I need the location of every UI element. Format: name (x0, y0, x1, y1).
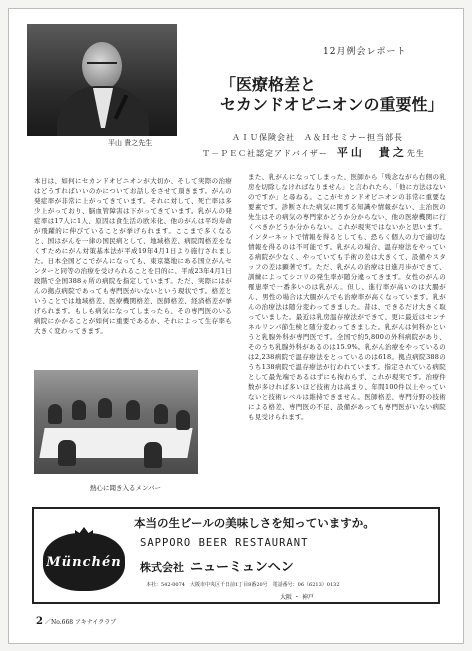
speaker-honorific: 先生 (406, 149, 425, 158)
speaker-title: Ｔ－ＰＥＣ社認定アドバイザー (202, 149, 337, 158)
crown-icon (75, 527, 93, 537)
footer-text: ／No.668 アキナイクラブ (44, 619, 117, 626)
ad-cities: 大阪 ・ 神戸 (280, 594, 314, 601)
page-number: 2 (36, 616, 43, 627)
ad-company-prefix: 株式会社 (140, 561, 184, 574)
advertisement-box (32, 507, 440, 604)
ad-company-brand: ニューミュンヘン (190, 560, 294, 575)
logo-text: Münchén (46, 554, 122, 570)
ad-slogan: 本当の生ビールの美味しさを知っていますか。 (134, 516, 375, 530)
restaurant-logo (43, 533, 125, 591)
speaker-photo (27, 24, 177, 136)
speaker-photo-caption: 平山 貴之先生 (108, 139, 153, 147)
ad-address: 本社：542-0074 大阪市中央区千日前1丁目8番20号 電話番号：06（6213）0132 (146, 582, 340, 588)
page-footer (36, 616, 116, 627)
speaker-affiliation: ＡＩＵ保険会社 Ａ＆Ｈセミナー担当部長 (232, 133, 403, 142)
audience-photo (34, 370, 198, 474)
speaker-name: 平山 貴之 (336, 146, 407, 159)
speaker-credit (202, 144, 425, 160)
page-title (220, 75, 444, 115)
ad-english-name: SAPPORO BEER RESTAURANT (140, 537, 309, 549)
title-line-2: セカンドオピニオンの重要性」 (220, 95, 444, 114)
ad-company-name (140, 556, 294, 575)
report-label: 12月例会レポート (323, 47, 407, 57)
article-body-right: また、乳がんになってしまった、医師から「残念ながら右側の乳房を切除しなければなりません」と言われたら、「他に方法はないのですか」と尋ねる。ここがセカンドオピニオンの非常に重要な要素です。診断された病気に関する知識や情報がない、主治医の先生はその病気の専門家かどうか分からない、他の医療機関に行くべきかどうか分からない。これが現実ではないかと思います。インターネットで情報を得るとしても、恐らく個人の力で適切な情報を得るのは不可能です。乳がんの場合、温存療法をやっている病院が少なく、やっていても手術の差は大きくて、設備やスタッフの差は顕著です。ただ、乳がんの治療は日進月歩ができて、訓練によってシコリの発生率が随分違ってきます。女性のがんの罹患率で一番多いのは乳がん。但し、進行率が高いのは大腸がん、男性の場合は大腸がんでも治療率が高くなっています。乳がんの治療法は随分変わってきました。昔は、できるだけ大きく取っていました。最近は乳房温存療法ができて、更に最近はセンチネルリンパ節生検と随分変わってきました。乳がんは何科かというと乳腺外科が専門医です。全国で約5,800の外科病院があり、そのうち乳腺外科があるのは15.9%。乳がん治療をやっているのは2,238病院で温存療法をとっているのは618。拠点病院388のうち138病院で温存療法が行われています。指定されている病院として最先端であるはずにも拘わらず、これが現実です。治療件数が多ければ多いほど技術力は高まり、年間100件以上やっていないと技術レベルは維持できません。医師格差、専門分野の技術による格差、専門医の不足、設備があっても専門医がいない病院も見受けられます。 (248, 173, 446, 421)
title-line-1: 「医療格差と (220, 75, 317, 94)
article-body-left: 本日は、如何にセカンドオピニオンが大切か、そして実際の治療はどうすればいいのかについてお話しをさせて頂きます。がんの発症率が非常に上がってきています。それに対して、死亡率は多少上がっており、脳血管障害は下がってきています。乳がんの発症率は17人に1人、原因は食生活の欧米化、他のがんは平均寿命が飛躍的に伸びていることが挙げられます。ここまで多くなると、国はがんを一律の国民病として、地域格差、病院間格差をなくすためにがん対策基本法が平成19年4月1日より施行されました。日本全国どこでがんになっても、東京築地にある国立がんセンターと同等の治療を受けられることを目的に、平成23年4月1日段階で全国388ヵ所の病院を指定しています。ただ、実際にはがんの拠点病院であっても専門医がいないという現状です。格差ということでは地域格差、医療機関格差、医師格差、経済格差が挙げられます。もしも病気になってしまったら、その専門医のいる病院にかかることが如何に重要であるか、それによって生存率も大きく変わってきます。 (34, 177, 232, 335)
audience-photo-caption: 熱心に聞き入るメンバー (90, 484, 162, 492)
